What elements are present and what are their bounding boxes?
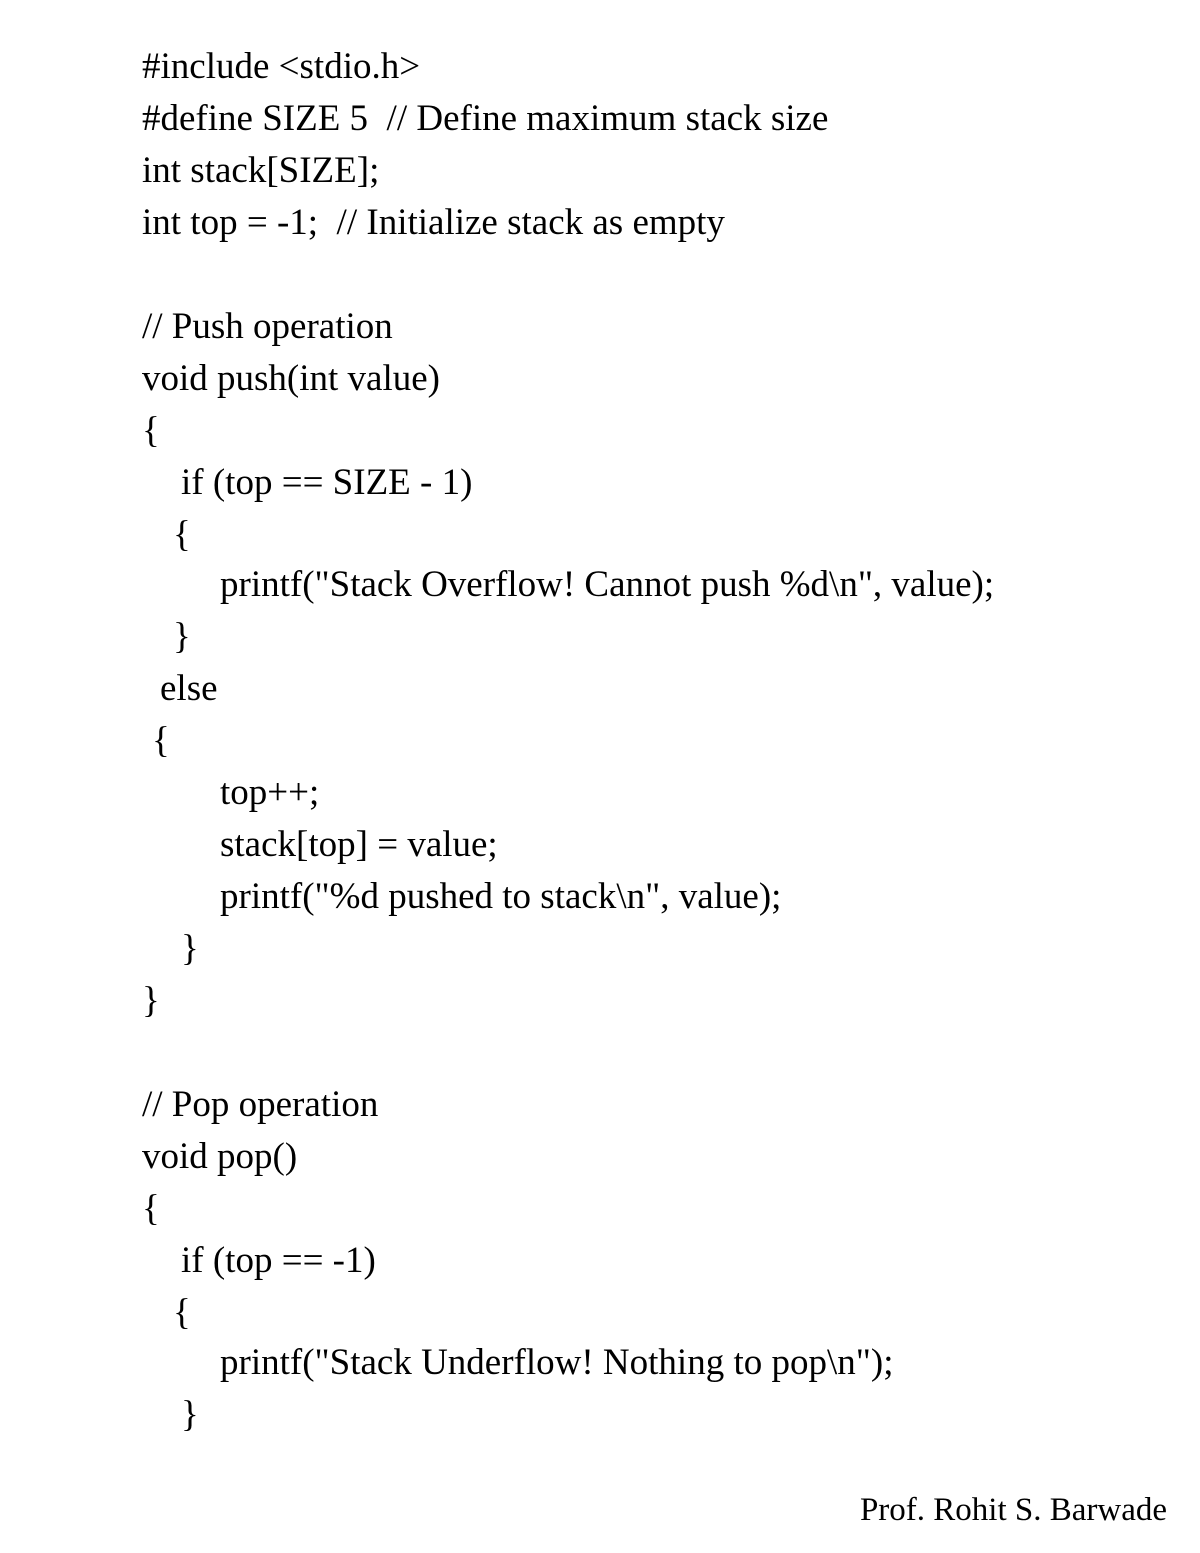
author-footer: Prof. Rohit S. Barwade <box>859 1492 1167 1528</box>
code-line-pop-if-open: { <box>173 1292 191 1333</box>
code-line-push-close-brace: } <box>142 980 160 1021</box>
code-line-pop-comment: // Pop operation <box>142 1084 379 1125</box>
code-line-push-else: else <box>160 668 218 709</box>
code-line-push-else-close: } <box>181 928 199 969</box>
code-line-push-signature: void push(int value) <box>142 358 441 399</box>
code-line-push-assign: stack[top] = value; <box>220 824 498 865</box>
code-line-push-if-close: } <box>173 616 191 657</box>
code-line-define-size: #define SIZE 5 // Define maximum stack size <box>142 98 829 139</box>
code-line-pop-signature: void pop() <box>142 1136 298 1177</box>
code-line-push-overflow-printf: printf("Stack Overflow! Cannot push %d\n", value); <box>220 564 995 605</box>
code-line-pop-underflow-printf: printf("Stack Underflow! Nothing to pop\n"); <box>220 1342 894 1383</box>
code-line-push-else-open: { <box>152 720 170 761</box>
code-line-push-if-open: { <box>173 514 191 555</box>
code-line-stack-decl: int stack[SIZE]; <box>142 150 380 191</box>
code-line-pop-open-brace: { <box>142 1188 160 1229</box>
code-line-top-decl: int top = -1; // Initialize stack as empty <box>142 202 725 243</box>
code-line-pop-if: if (top == -1) <box>181 1240 376 1281</box>
code-line-push-comment: // Push operation <box>142 306 393 347</box>
code-line-pop-if-close: } <box>181 1394 199 1435</box>
code-line-push-increment: top++; <box>220 772 320 813</box>
code-line-push-open-brace: { <box>142 410 160 451</box>
code-line-push-if: if (top == SIZE - 1) <box>181 462 473 503</box>
code-line-push-printf: printf("%d pushed to stack\n", value); <box>220 876 782 917</box>
code-line-include: #include <stdio.h> <box>142 46 421 87</box>
